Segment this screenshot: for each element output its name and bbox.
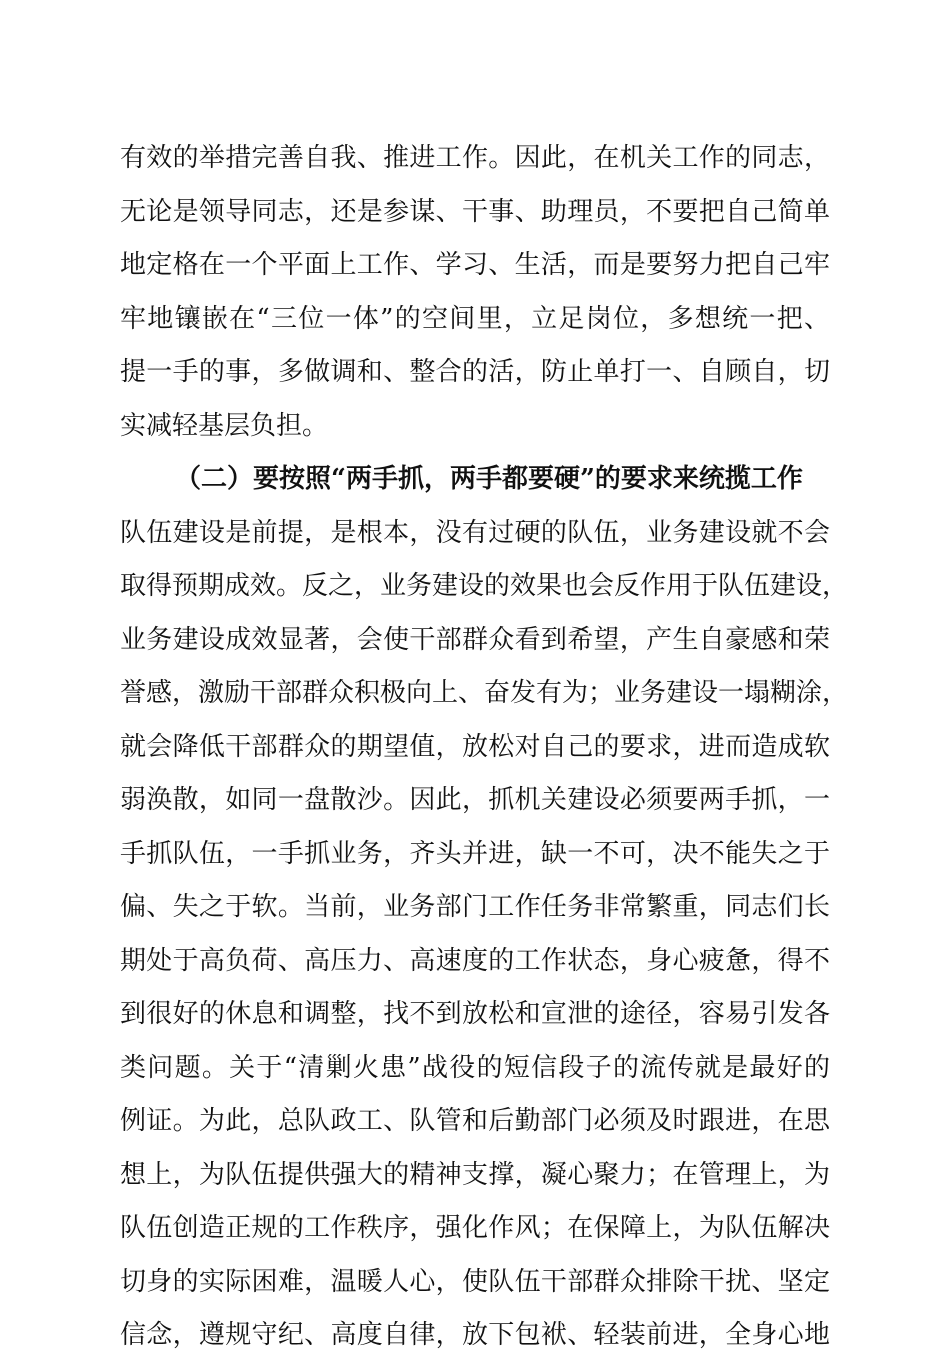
text-line: 期处于高负荷、高压力、高速度的工作状态，身心疲惫，得不 — [120, 945, 830, 976]
text-line: 手抓队伍，一手抓业务，齐头并进，缺一不可，决不能失之于 — [120, 838, 830, 869]
text-line: 誉感，激励干部群众积极向上、奋发有为；业务建设一塌糊涂， — [120, 678, 849, 708]
text-line: 取得预期成效。反之，业务建设的效果也会反作用于队伍建设， — [120, 571, 849, 601]
text-line: 提一手的事，多做调和、整合的活，防止单打一、自顾自，切 — [120, 357, 830, 387]
text-line: 就会降低干部群众的期望值，放松对自己的要求，进而造成软 — [120, 731, 830, 762]
text-line: 想上，为队伍提供强大的精神支撑，凝心聚力；在管理上，为 — [120, 1159, 830, 1190]
text-line: 到很好的休息和调整，找不到放松和宣泄的途径，容易引发各 — [120, 999, 830, 1029]
text-line: 有效的举措完善自我、推进工作。因此，在机关工作的同志， — [120, 143, 830, 173]
text-line: 无论是领导同志，还是参谋、干事、助理员，不要把自己简单 — [120, 196, 830, 227]
text-line: 切身的实际困难，温暖人心，使队伍干部群众排除干扰、坚定 — [120, 1266, 830, 1297]
text-line: 实减轻基层负担。 — [120, 410, 329, 441]
text-line: 弱涣散，如同一盘散沙。因此，抓机关建设必须要两手抓，一 — [120, 785, 830, 815]
section-heading: （二）要按照“两手抓，两手都要硬”的要求来统揽工作 — [175, 464, 803, 494]
text-line: 偏、失之于软。当前，业务部门工作任务非常繁重，同志们长 — [120, 892, 830, 922]
text-line: 地定格在一个平面上工作、学习、生活，而是要努力把自己牢 — [120, 250, 830, 280]
text-line: 信念，遵规守纪、高度自律，放下包袱、轻装前进，全身心地 — [120, 1320, 830, 1350]
text-line: 队伍创造正规的工作秩序，强化作风；在保障上，为队伍解决 — [120, 1213, 830, 1243]
text-line: 例证。为此，总队政工、队管和后勤部门必须及时跟进，在思 — [120, 1106, 830, 1136]
text-line: 类问题。关于“清剿火患”战役的短信段子的流传就是最好的 — [120, 1052, 830, 1083]
text-line: 牢地镶嵌在“三位一体”的空间里，立足岗位，多想统一把、 — [120, 303, 830, 334]
body-text — [120, 132, 849, 1363]
text-line: 业务建设成效显著，会使干部群众看到希望，产生自豪感和荣 — [120, 624, 830, 655]
text-line: 队伍建设是前提，是根本，没有过硬的队伍，业务建设就不会 — [120, 517, 830, 548]
